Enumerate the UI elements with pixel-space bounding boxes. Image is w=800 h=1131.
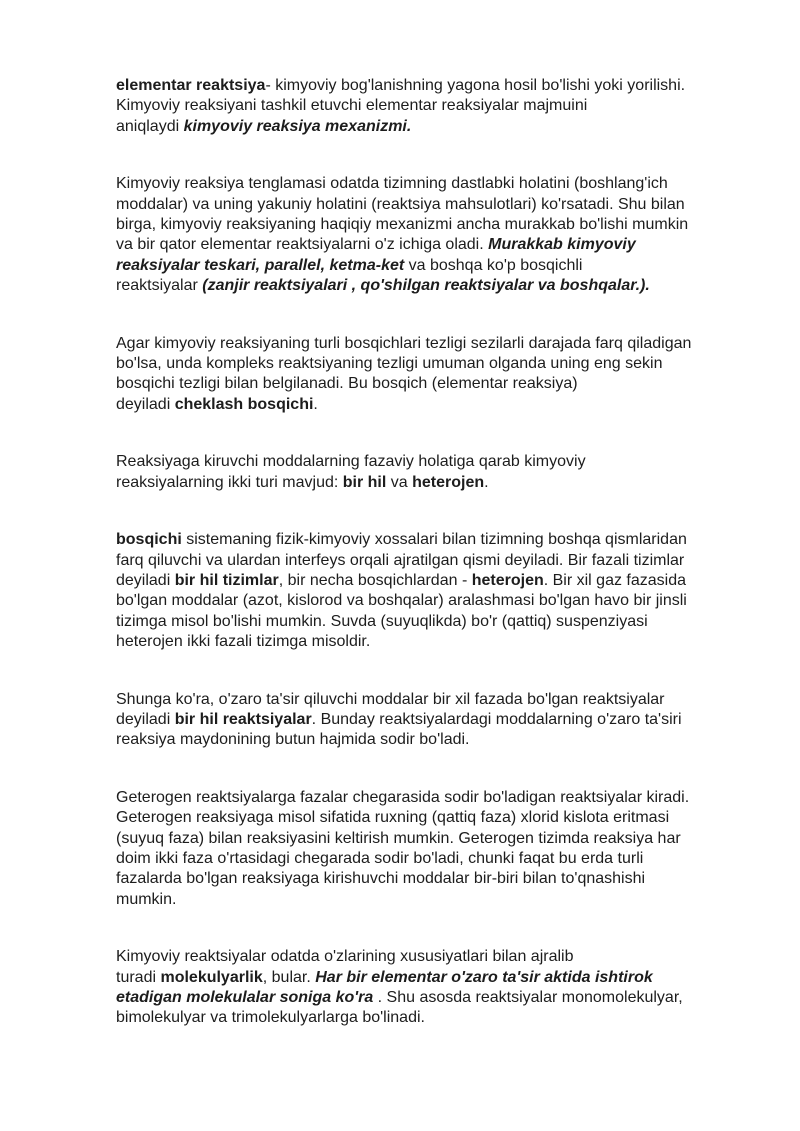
- bold-term: bir hil: [342, 473, 387, 491]
- text-run: heterojen ikki fazali tizimga misoldir.: [116, 633, 371, 651]
- document-page: [116, 76, 756, 1066]
- text-run: Reaksiyaga kiruvchi moddalarning fazaviy holatiga qarab kimyoviy: [116, 453, 586, 471]
- bold-term: molekulyarlik: [160, 968, 263, 986]
- text-run: Kimyoviy reaksiya tenglamasi odatda tizimning dastlabki holatini (boshlang'ich: [116, 175, 668, 193]
- text-run: reaksiyalarning ikki turi mavjud:: [116, 473, 343, 491]
- text-run: va bir qator elementar reaktsiyalarni o'z ichiga oladi.: [116, 236, 489, 254]
- text-run: deyiladi: [116, 571, 175, 589]
- text-run: Geterogen reaktsiyalarga fazalar chegarasida sodir bo'ladigan reaktsiyalar kiradi.: [116, 788, 690, 806]
- text-run: bosqichi tezligi bilan belgilanadi. Bu bosqich (elementar reaksiya): [116, 375, 578, 393]
- bold-italic-term: reaksiyalar teskari, parallel, ketma-ket: [116, 256, 405, 274]
- paragraph: [116, 690, 756, 751]
- bold-term: cheklash bosqichi: [174, 395, 314, 413]
- text-run: , bular.: [262, 968, 316, 986]
- bold-term: heterojen: [471, 571, 544, 589]
- text-run: bo'lgan moddalar (azot, kislorod va boshqalar) aralashmasi bo'lgan havo bir jinsli: [116, 592, 687, 610]
- text-run: deyiladi: [116, 710, 175, 728]
- text-run: aniqlaydi: [116, 117, 184, 135]
- text-run: .: [313, 395, 318, 413]
- text-run: Shunga ko'ra, o'zaro ta'sir qiluvchi moddalar bir xil fazada bo'lgan reaktsiyalar: [116, 690, 665, 708]
- text-run: - kimyoviy bog'lanishning yagona hosil bo'lishi yoki yorilishi.: [265, 77, 686, 94]
- paragraph: [116, 530, 756, 652]
- text-run: sistemaning fizik-kimyoviy xossalari bilan tizimning boshqa qismlaridan: [181, 531, 687, 549]
- paragraph: [116, 76, 756, 137]
- text-run: . Bir xil gaz fazasida: [543, 571, 687, 589]
- text-run: bo'lsa, unda kompleks reaktsiyaning tezligi umuman olganda uning eng sekin: [116, 355, 663, 373]
- bold-italic-term: etadigan molekulalar soniga ko'ra: [116, 989, 374, 1006]
- text-run: fazalarda bo'lgan reaksiyaga kirishuvchi moddalar bir-biri bilan to'qnashishi: [116, 870, 646, 888]
- bold-term: bosqichi: [116, 531, 182, 549]
- bold-term: bir hil tizimlar: [174, 571, 279, 589]
- text-run: . Shu asosda reaktsiyalar monomolekulyar,: [373, 989, 683, 1006]
- text-run: Geterogen reaksiyaga misol sifatida ruxning (qattiq faza) xlorid kislota eritmasi: [116, 809, 670, 827]
- text-run: .: [484, 473, 489, 491]
- text-run: doim ikki faza o'rtasidagi chegarada sodir bo'ladi, chunki faqat bu erda turli: [116, 849, 644, 867]
- text-run: reaksiya maydonining butun hajmida sodir bo'ladi.: [116, 731, 470, 749]
- text-run: birga, kimyoviy reaksiyaning haqiqiy mexanizmi ancha murakkab bo'lishi mumkin: [116, 216, 689, 234]
- bold-term: heterojen: [412, 473, 485, 491]
- text-run: , bir necha bosqichlardan -: [278, 571, 472, 589]
- bold-italic-term: Har bir elementar o'zaro ta'sir aktida ishtirok: [315, 968, 653, 986]
- paragraph: [116, 947, 756, 1029]
- paragraph: [116, 174, 756, 296]
- text-run: deyiladi: [116, 395, 175, 413]
- bold-term: bir hil reaktsiyalar: [174, 710, 312, 728]
- bold-italic-term: Murakkab kimyoviy: [488, 236, 636, 254]
- paragraph: [116, 452, 756, 493]
- text-run: Kimyoviy reaksiyani tashkil etuvchi elementar reaksiyalar majmuini: [116, 97, 588, 115]
- text-run: va: [386, 473, 413, 491]
- bold-italic-term: (zanjir reaktsiyalari , qo'shilgan reaktsiyalar va boshqalar.).: [202, 277, 650, 295]
- paragraph: [116, 788, 756, 910]
- text-run: bimolekulyar va trimolekulyarlarga bo'linadi.: [116, 1009, 425, 1027]
- text-run: turadi: [116, 968, 161, 986]
- text-run: mumkin.: [116, 890, 177, 908]
- text-run: moddalar) va uning yakuniy holatini (reaktsiya mahsulotlari) ko'rsatadi. Shu bilan: [116, 195, 685, 213]
- text-run: tizimga misol bo'lishi mumkin. Suvda (suyuqlikda) bo'r (qattiq) suspenziyasi: [116, 612, 648, 630]
- text-run: va boshqa ko'p bosqichli: [404, 256, 583, 274]
- text-run: . Bunday reaktsiyalardagi moddalarning o'zaro ta'siri: [311, 710, 682, 728]
- text-run: (suyuq faza) bilan reaksiyasini keltirish mumkin. Geterogen tizimda reaksiya har: [116, 829, 681, 847]
- text-run: Agar kimyoviy reaksiyaning turli bosqichlari tezligi sezilarli darajada farq qiladigan: [116, 334, 692, 352]
- text-run: farq qiluvchi va ulardan interfeys orqali ajratilgan qismi deyiladi. Bir fazali tizimlar: [116, 551, 685, 569]
- text-run: reaktsiyalar: [116, 277, 203, 295]
- bold-italic-term: kimyoviy reaksiya mexanizmi.: [183, 117, 412, 135]
- paragraph: [116, 334, 756, 416]
- bold-term: elementar reaktsiya: [116, 77, 266, 94]
- text-run: Kimyoviy reaktsiyalar odatda o'zlarining xususiyatlari bilan ajralib: [116, 948, 574, 966]
